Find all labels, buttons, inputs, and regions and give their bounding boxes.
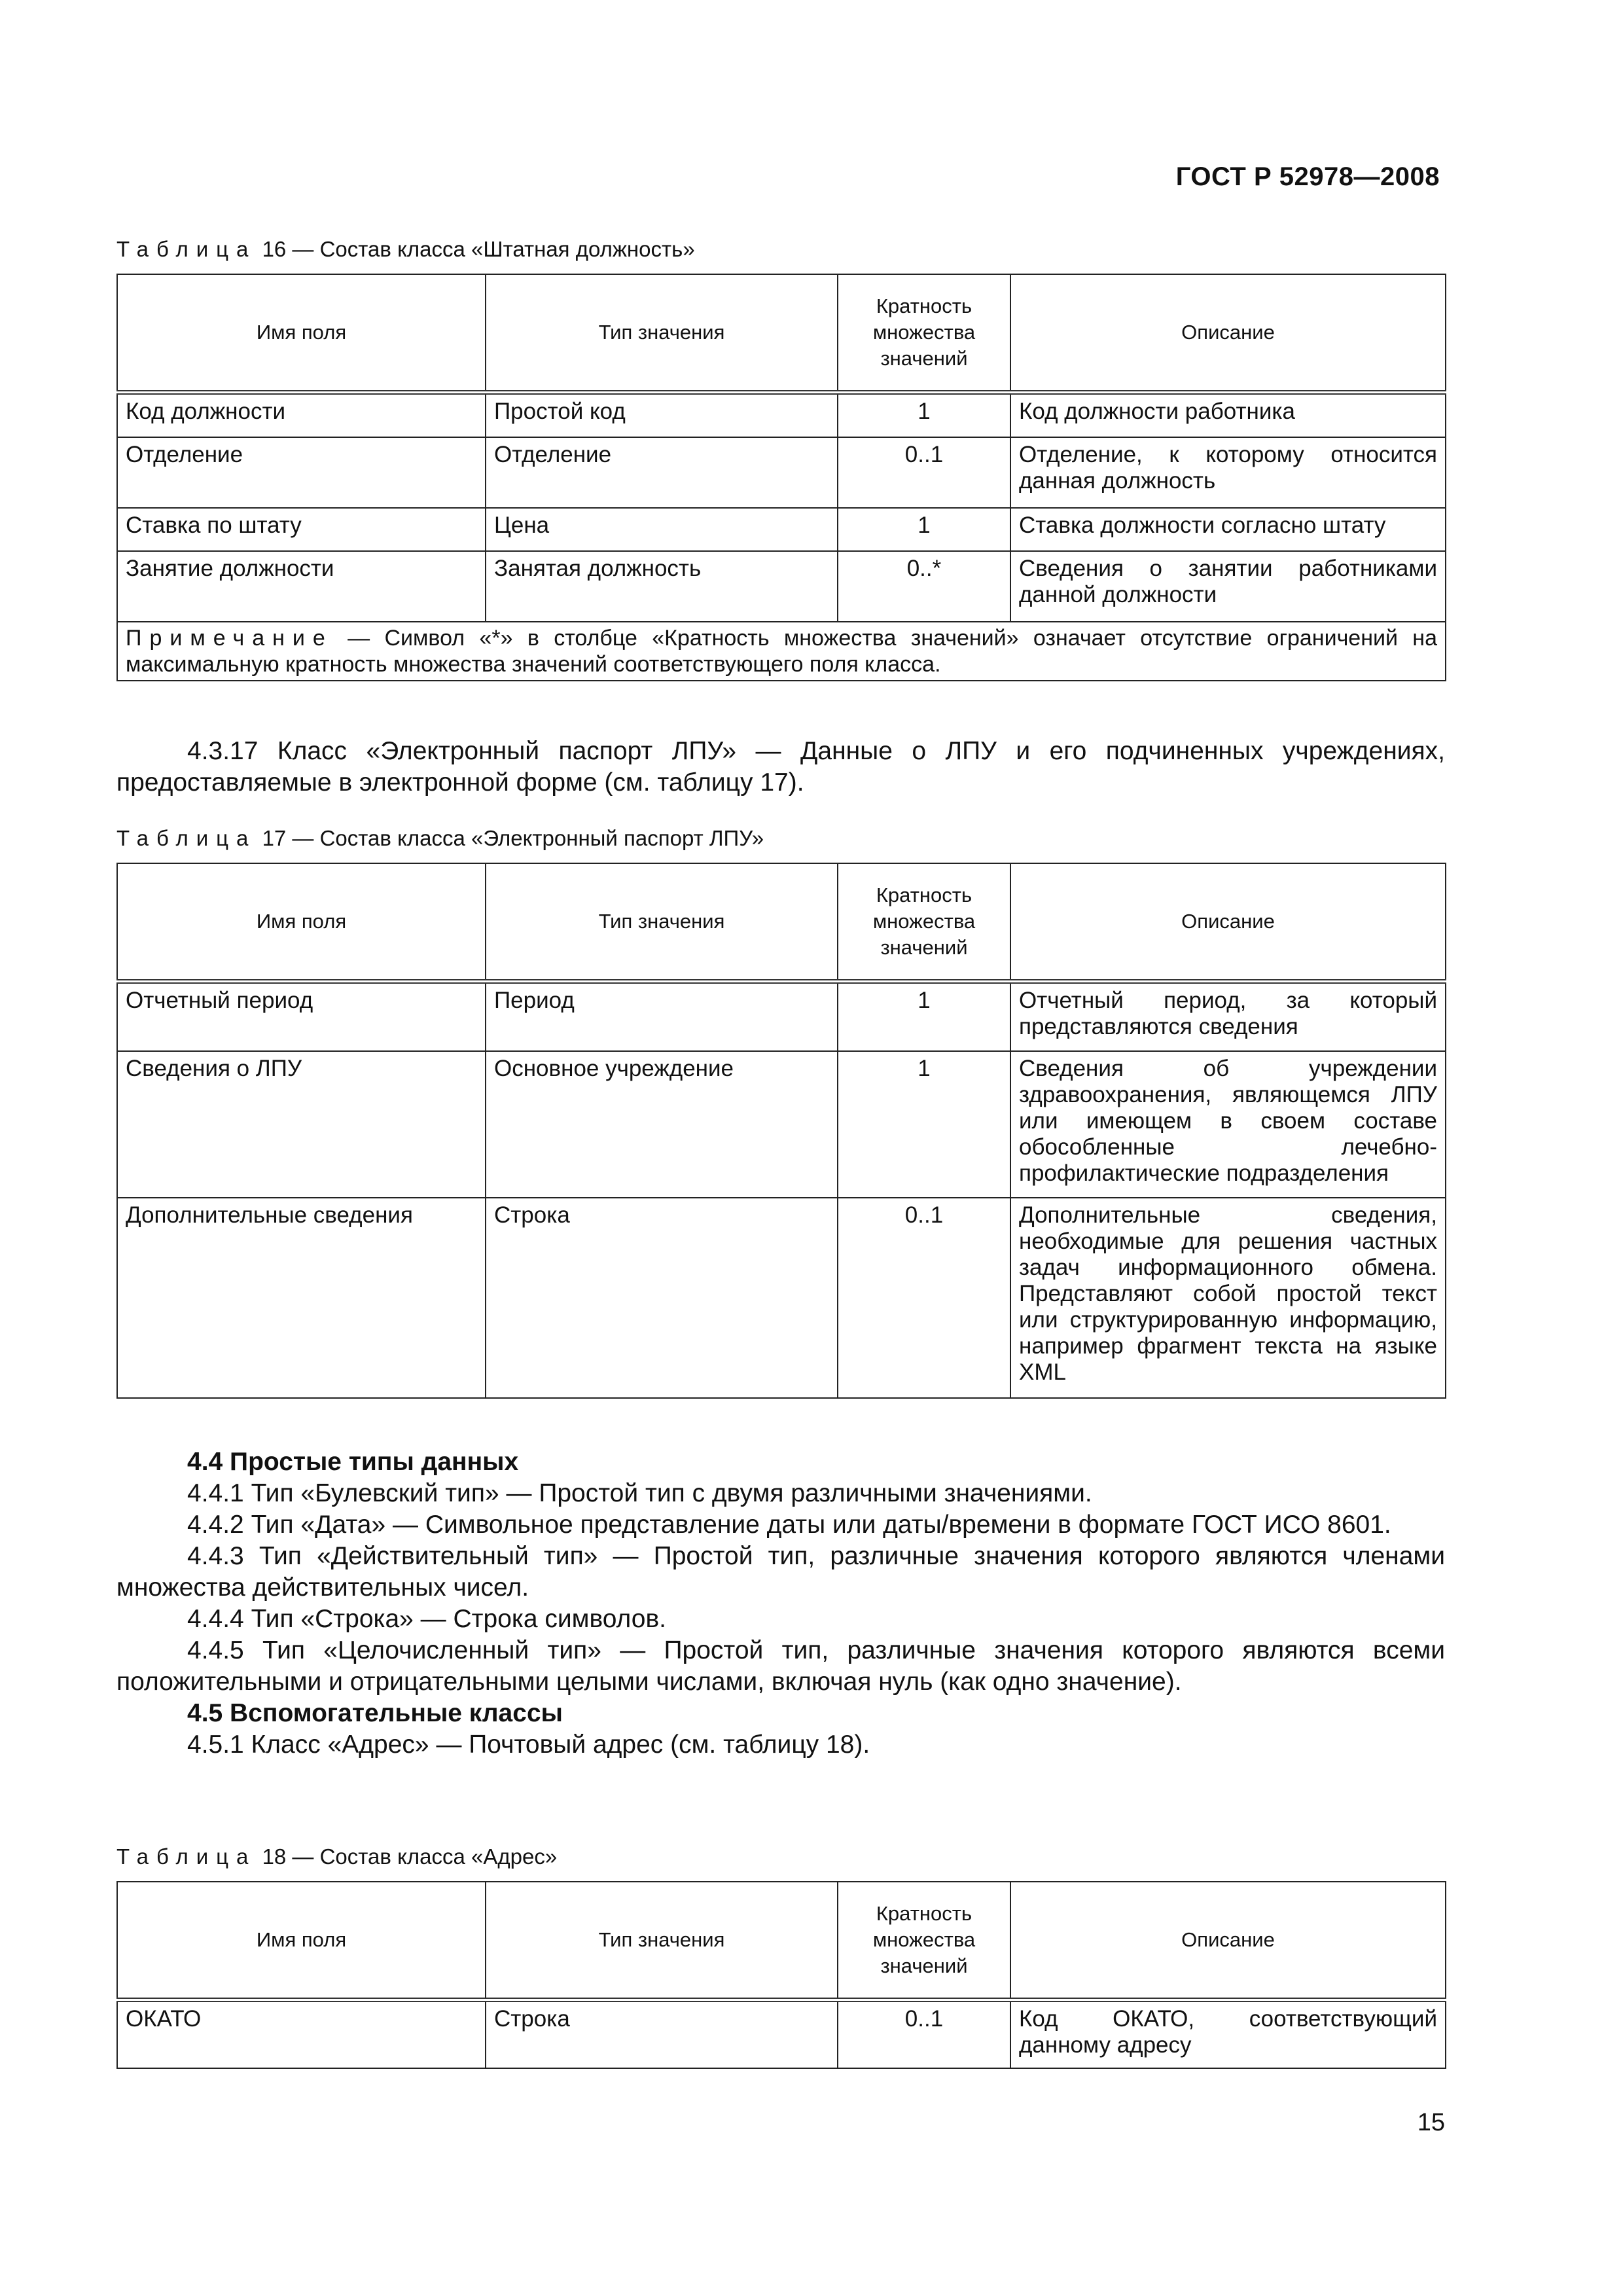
cell-multiplicity: 0..1 bbox=[838, 437, 1010, 508]
table-17 bbox=[116, 863, 1446, 1399]
table-word: Таблица bbox=[116, 826, 257, 850]
table-16-title: 16 — Состав класса «Штатная должность» bbox=[262, 237, 695, 261]
column-header-multiplicity: Кратность множества значений bbox=[838, 863, 1010, 982]
table-word: Таблица bbox=[116, 1844, 257, 1869]
cell-description: Код должности работника bbox=[1010, 393, 1446, 437]
cell-value-type: Период bbox=[486, 982, 838, 1051]
paragraph-4-5-1: 4.5.1 Класс «Адрес» — Почтовый адрес (см. таблицу 18). bbox=[187, 1731, 870, 1759]
cell-field-name: Дополнительные сведения bbox=[117, 1198, 486, 1398]
table-row bbox=[117, 551, 1446, 622]
table-17-caption bbox=[116, 826, 764, 851]
column-header-description: Описание bbox=[1010, 274, 1446, 393]
cell-field-name: Сведения о ЛПУ bbox=[117, 1051, 486, 1198]
cell-field-name: Код должности bbox=[117, 393, 486, 437]
table-16 bbox=[116, 274, 1446, 681]
cell-description: Сведения о занятии работниками данной должности bbox=[1010, 551, 1446, 622]
table-row bbox=[117, 1198, 1446, 1398]
cell-multiplicity: 1 bbox=[838, 508, 1010, 551]
cell-description: Ставка должности согласно штату bbox=[1010, 508, 1446, 551]
document-id: ГОСТ Р 52978—2008 bbox=[1175, 162, 1440, 191]
table-header-row bbox=[117, 1882, 1446, 2000]
column-header-value-type: Тип значения bbox=[486, 274, 838, 393]
cell-multiplicity: 0..1 bbox=[838, 1198, 1010, 1398]
cell-field-name: Занятие должности bbox=[117, 551, 486, 622]
table-row bbox=[117, 508, 1446, 551]
table-word: Таблица bbox=[116, 237, 257, 261]
cell-field-name: Ставка по штату bbox=[117, 508, 486, 551]
cell-description: Отделение, к которому относится данная должность bbox=[1010, 437, 1446, 508]
page-number: 15 bbox=[1417, 2109, 1445, 2136]
section-4-5-heading: 4.5 Вспомогательные классы bbox=[187, 1699, 563, 1727]
section-4-4-heading: 4.4 Простые типы данных bbox=[187, 1448, 519, 1476]
table-row bbox=[117, 2000, 1446, 2068]
cell-description: Код ОКАТО, соответствующий данному адресу bbox=[1010, 2000, 1446, 2068]
cell-value-type: Строка bbox=[486, 2000, 838, 2068]
cell-multiplicity: 1 bbox=[838, 982, 1010, 1051]
table-18-caption bbox=[116, 1844, 557, 1869]
note-label: Примечание bbox=[126, 625, 333, 651]
cell-description: Дополнительные сведения, необходимые для решения частных задач информационного обмена. Представляют собой простой текст или структурированную информацию, например фрагмент текста на языке XML bbox=[1010, 1198, 1446, 1398]
table-header-row bbox=[117, 274, 1446, 393]
column-header-field-name: Имя поля bbox=[117, 274, 486, 393]
paragraph-4-4-3: 4.4.3 Тип «Действительный тип» — Простой тип, различные значения которого являются членами множества действительных чисел. bbox=[116, 1542, 1445, 1602]
table-header-row bbox=[117, 863, 1446, 982]
note-text: — Символ «*» в столбце «Кратность множества значений» означает отсутствие ограничений на максимальную кратность множества значений соответствующего поля класса. bbox=[126, 625, 1437, 677]
table-note bbox=[117, 622, 1446, 681]
paragraph-4-4-5: 4.4.5 Тип «Целочисленный тип» — Простой тип, различные значения которого являются всеми положительными и отрицательными целыми числами, включая нуль (как одно значение). bbox=[116, 1636, 1445, 1696]
cell-value-type: Занятая должность bbox=[486, 551, 838, 622]
sections-4-4-4-5 bbox=[116, 1446, 1445, 1761]
cell-multiplicity: 1 bbox=[838, 393, 1010, 437]
paragraph-text: 4.3.17 Класс «Электронный паспорт ЛПУ» — Данные о ЛПУ и его подчиненных учреждениях, предоставляемые в электронной форме (см. таблицу 17). bbox=[116, 737, 1445, 797]
column-header-multiplicity: Кратность множества значений bbox=[838, 1882, 1010, 2000]
table-row bbox=[117, 982, 1446, 1051]
cell-description: Отчетный период, за который представляются сведения bbox=[1010, 982, 1446, 1051]
column-header-value-type: Тип значения bbox=[486, 1882, 838, 2000]
table-note-row bbox=[117, 622, 1446, 681]
paragraph-4-4-2: 4.4.2 Тип «Дата» — Символьное представление даты или даты/времени в формате ГОСТ ИСО 8601. bbox=[187, 1511, 1391, 1539]
cell-value-type: Цена bbox=[486, 508, 838, 551]
table-row bbox=[117, 1051, 1446, 1198]
cell-multiplicity: 0..* bbox=[838, 551, 1010, 622]
column-header-field-name: Имя поля bbox=[117, 1882, 486, 2000]
table-16-caption bbox=[116, 237, 695, 262]
column-header-field-name: Имя поля bbox=[117, 863, 486, 982]
cell-field-name: Отделение bbox=[117, 437, 486, 508]
cell-multiplicity: 1 bbox=[838, 1051, 1010, 1198]
table-17-title: 17 — Состав класса «Электронный паспорт ЛПУ» bbox=[262, 826, 764, 850]
table-row bbox=[117, 393, 1446, 437]
column-header-value-type: Тип значения bbox=[486, 863, 838, 982]
paragraph-4-3-17 bbox=[116, 736, 1445, 798]
table-18 bbox=[116, 1881, 1446, 2069]
cell-value-type: Простой код bbox=[486, 393, 838, 437]
table-row bbox=[117, 437, 1446, 508]
column-header-description: Описание bbox=[1010, 1882, 1446, 2000]
table-18-title: 18 — Состав класса «Адрес» bbox=[262, 1844, 558, 1869]
column-header-multiplicity: Кратность множества значений bbox=[838, 274, 1010, 393]
paragraph-4-4-4: 4.4.4 Тип «Строка» — Строка символов. bbox=[187, 1605, 666, 1633]
cell-value-type: Отделение bbox=[486, 437, 838, 508]
paragraph-4-4-1: 4.4.1 Тип «Булевский тип» — Простой тип с двумя различными значениями. bbox=[187, 1479, 1092, 1507]
cell-value-type: Строка bbox=[486, 1198, 838, 1398]
cell-field-name: ОКАТО bbox=[117, 2000, 486, 2068]
cell-description: Сведения об учреждении здравоохранения, являющемся ЛПУ или имеющем в своем составе обособленные лечебно-профилактические подразделения bbox=[1010, 1051, 1446, 1198]
cell-field-name: Отчетный период bbox=[117, 982, 486, 1051]
cell-value-type: Основное учреждение bbox=[486, 1051, 838, 1198]
column-header-description: Описание bbox=[1010, 863, 1446, 982]
cell-multiplicity: 0..1 bbox=[838, 2000, 1010, 2068]
